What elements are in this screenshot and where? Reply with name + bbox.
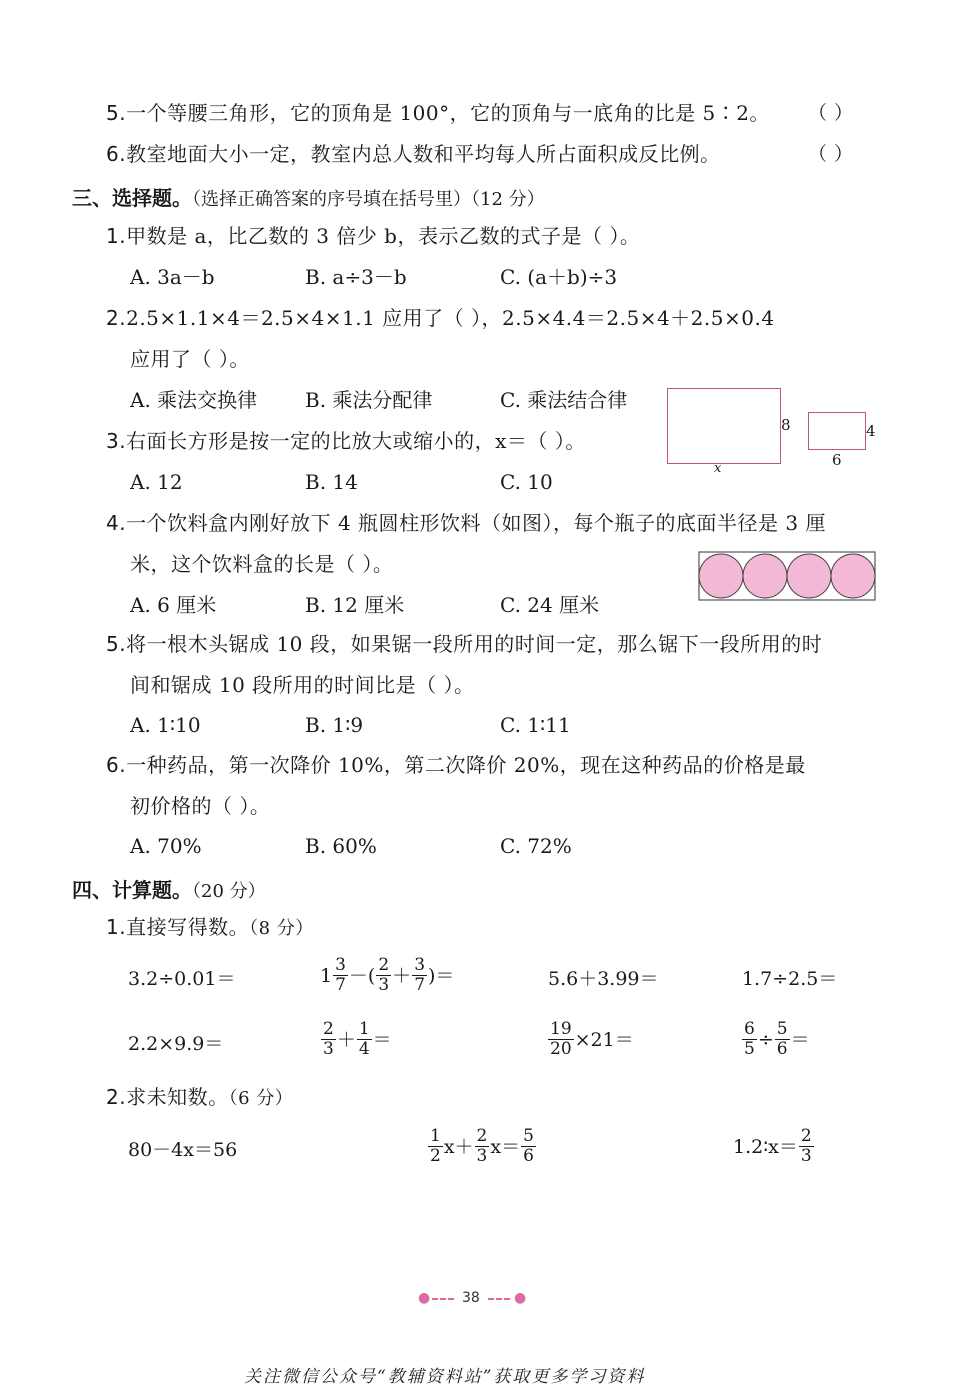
judge-q5 [106,100,770,126]
numerator: 1 [358,1019,370,1039]
ornament-dash-left [432,1298,454,1300]
question-number: 1. [106,224,127,248]
option-b[interactable]: B. 1∶9 [305,713,364,737]
fraction [775,1020,790,1059]
option-c[interactable]: C. 乘法结合律 [500,388,628,412]
question-text: 一个等腰三角形，它的顶角是 100°，它的顶角与一底角的比是 5∶2。 [126,101,770,125]
choice-q2 [106,305,775,331]
numerator: 2 [800,1126,812,1146]
calc-expr-1: 3.2÷0.01＝ [128,968,236,990]
numerator: 2 [476,1126,488,1146]
denominator: 20 [550,1039,572,1059]
option-a[interactable]: A. 3a－b [130,265,215,289]
option-c[interactable]: C. 1∶11 [500,713,571,737]
small-rect-side-label: 4 [866,422,876,440]
question-score: （6 分） [228,1088,294,1109]
question-number: 3. [106,429,127,453]
ornament-dot-left: ● [418,1290,431,1306]
option-b[interactable]: B. 12 厘米 [305,593,405,617]
operator: ÷ [757,1028,774,1051]
operator: x＝ [490,1135,521,1158]
operator: )＝ [428,964,455,987]
numerator: 6 [744,1019,755,1039]
fraction [357,1020,372,1059]
calc-expr-3: 5.6＋3.99＝ [548,968,659,990]
denominator: 4 [358,1039,370,1059]
question-text: 教室地面大小一定，教室内总人数和平均每人所占面积成反比例。 [126,142,721,166]
question-number: 6. [106,753,127,777]
option-b[interactable]: B. 14 [305,470,358,494]
judge-q6 [106,141,721,167]
operator: ×21＝ [574,1028,634,1051]
page-number: 38 [462,1290,480,1306]
section-3-heading [72,182,545,211]
denominator: 3 [323,1039,334,1059]
denominator: 7 [414,975,426,995]
whole-number: 1 [320,964,333,987]
equation-3 [733,1127,815,1166]
denominator: 3 [800,1146,812,1166]
option-c[interactable]: C. 24 厘米 [500,593,600,617]
big-rect-side-label: 8 [781,416,791,434]
option-a[interactable]: A. 70% [130,834,202,858]
numerator: 3 [414,955,426,975]
denominator: 6 [523,1146,534,1166]
option-c[interactable]: C. 10 [500,470,553,494]
answer-paren[interactable]: （ ） [808,102,854,124]
option-c[interactable]: C. (a＋b)÷3 [500,265,618,289]
section-title: 三、选择题。 [72,186,192,210]
option-a[interactable]: A. 6 厘米 [130,593,217,617]
operator: ＝ [790,1028,810,1051]
answer-paren[interactable]: （ ） [808,143,854,165]
question-text-line2: 应用了（ ）。 [130,347,250,371]
question-number: 5. [106,101,127,125]
calc-expr-4: 1.7÷2.5＝ [742,968,838,990]
fraction [321,1020,336,1059]
operator: 1.2∶x＝ [733,1135,798,1158]
denominator: 6 [776,1039,788,1059]
small-rect-bottom-label: 6 [832,451,842,469]
option-c[interactable]: C. 72% [500,834,572,858]
calc-expr-2 [320,956,454,995]
small-rectangle [808,412,866,450]
question-number: 2. [106,306,127,330]
question-number: 2. [106,1085,127,1109]
bottle-box-figure [698,551,876,601]
question-text: 直接写得数。 [126,915,250,939]
section-note: （选择正确答案的序号填在括号里）（12 分） [192,189,545,210]
numerator: 3 [335,955,346,975]
fraction [521,1127,536,1166]
choice-q4 [106,510,826,536]
question-number: 6. [106,142,127,166]
question-text: 2.5×1.1×4＝2.5×4×1.1 应用了（ ），2.5×4.4＝2.5×4＋2.5×0.4 [126,306,775,330]
calc-expr-5: 2.2×9.9＝ [128,1033,224,1055]
numerator: 5 [523,1126,534,1146]
question-text: 求未知数。 [126,1085,229,1109]
fraction [333,956,348,995]
fraction [376,956,391,995]
operator: ＋ [392,964,412,987]
numerator: 1 [430,1126,441,1146]
page-number-ornament [418,1290,528,1308]
fraction [742,1020,757,1059]
denominator: 3 [378,975,390,995]
option-b[interactable]: B. 60% [305,834,377,858]
fraction [548,1020,574,1059]
bottle-circle [831,554,875,598]
bottle-circle [787,554,831,598]
ornament-dash-right [488,1298,510,1300]
numerator: 5 [776,1019,788,1039]
question-text-line2: 间和锯成 10 段所用的时间比是（ ）。 [130,673,475,697]
fraction [475,1127,490,1166]
option-b[interactable]: B. 乘法分配律 [305,388,433,412]
option-b[interactable]: B. a÷3－b [305,265,407,289]
question-text: 甲数是 a，比乙数的 3 倍少 b，表示乙数的式子是（ ）。 [126,224,641,248]
numerator: 2 [323,1019,334,1039]
option-a[interactable]: A. 12 [130,470,183,494]
big-rect-bottom-label: x [714,461,722,476]
operator: x＋ [443,1135,474,1158]
numerator: 2 [378,955,390,975]
choice-q6 [106,752,806,778]
calc-sub1-heading [106,914,314,942]
option-a[interactable]: A. 乘法交换律 [130,388,258,412]
question-text: 一个饮料盒内刚好放下 4 瓶圆柱形饮料（如图），每个瓶子的底面半径是 3 厘 [126,511,826,535]
bottles-group [699,554,875,598]
option-a[interactable]: A. 1∶10 [130,713,201,737]
fraction [428,1127,443,1166]
question-number: 5. [106,632,127,656]
question-text: 一种药品，第一次降价 10%，第二次降价 20%，现在这种药品的价格是最 [126,753,806,777]
bottle-circle [743,554,787,598]
equation-1: 80－4x＝56 [128,1139,238,1161]
denominator: 3 [476,1146,488,1166]
calc-expr-7 [547,1020,634,1059]
choice-q3 [106,428,586,454]
choice-q1 [106,223,640,249]
question-text-line2: 初价格的（ ）。 [130,794,271,818]
operator: －( [348,964,376,987]
bottle-circle [699,554,743,598]
question-number: 1. [106,915,127,939]
calc-expr-6 [320,1020,392,1059]
footer-text: 关注微信公众号“教辅资料站”获取更多学习资料 [244,1367,646,1387]
section-4-heading [72,874,266,903]
denominator: 5 [744,1039,755,1059]
fraction [412,956,427,995]
question-text: 将一根木头锯成 10 段，如果锯一段所用的时间一定，那么锯下一段所用的时 [126,632,823,656]
choice-q5 [106,631,822,657]
calc-expr-8 [741,1020,810,1059]
denominator: 2 [430,1146,441,1166]
question-number: 4. [106,511,127,535]
question-text: 右面长方形是按一定的比放大或缩小的，x＝（ ）。 [126,429,586,453]
ornament-dot-right: ● [514,1290,527,1306]
operator: ＋ [336,1028,356,1051]
section-title: 四、计算题。 [72,878,192,902]
question-score: （8 分） [249,918,314,939]
equation-2 [427,1127,537,1166]
section-note: （20 分） [192,881,266,902]
denominator: 7 [335,975,346,995]
operator: ＝ [372,1028,392,1051]
fraction [799,1127,814,1166]
numerator: 19 [550,1019,572,1039]
question-text-line2: 米，这个饮料盒的长是（ ）。 [130,552,394,576]
calc-sub2-heading [106,1084,293,1112]
big-rectangle [667,388,781,464]
